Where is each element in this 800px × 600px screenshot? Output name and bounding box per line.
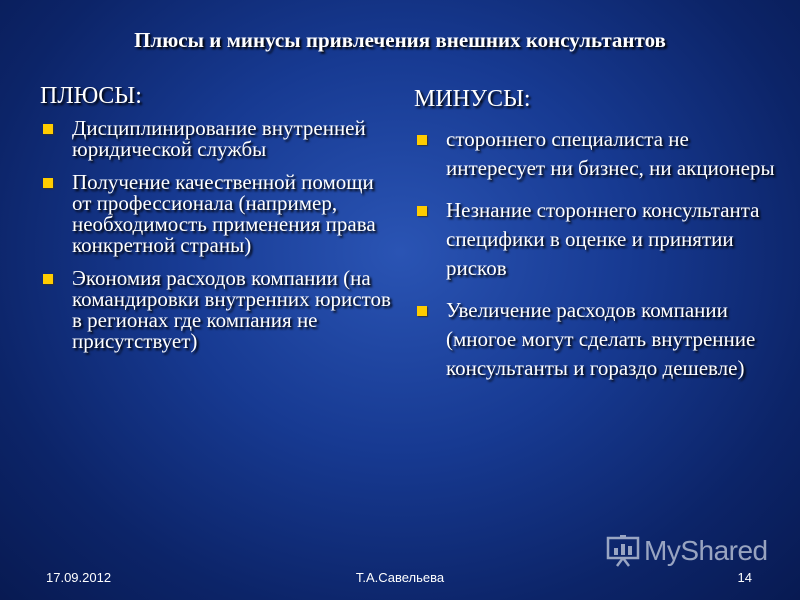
square-bullet-icon xyxy=(417,206,427,216)
pros-list xyxy=(40,118,395,352)
list-item-text: стороннего специалиста не интересует ни бизнес, ни акционеры xyxy=(446,127,775,180)
list-item xyxy=(40,118,395,160)
watermark-logo xyxy=(606,534,768,568)
cons-list xyxy=(414,125,779,383)
square-bullet-icon xyxy=(43,178,53,188)
pros-column xyxy=(40,82,395,364)
list-item xyxy=(414,296,779,383)
square-bullet-icon xyxy=(43,274,53,284)
presentation-chart-icon xyxy=(606,534,640,568)
list-item-text: Экономия расходов компании (на командировки внутренних юристов в регионах где компания не присутствует) xyxy=(72,266,391,353)
square-bullet-icon xyxy=(417,135,427,145)
cons-heading: МИНУСЫ: xyxy=(414,86,531,112)
slide-title: Плюсы и минусы привлечения внешних консультантов xyxy=(134,28,666,52)
list-item-text: Незнание стороннего консультанта специфики в оценке и принятии рисков xyxy=(446,198,760,280)
footer-author: Т.А.Савельева xyxy=(355,570,445,585)
list-item-text: Увеличение расходов компании (многое могут сделать внутренние консультанты и гораздо дешевле) xyxy=(446,298,756,380)
watermark-text: MyShared xyxy=(644,535,768,566)
list-item xyxy=(40,172,395,256)
footer-date: 17.09.2012 xyxy=(46,570,112,585)
list-item xyxy=(414,196,779,283)
list-item xyxy=(414,125,779,183)
pros-heading: ПЛЮСЫ: xyxy=(40,83,142,109)
list-item-text: Получение качественной помощи от профессионала (например, необходимость применения права конкретной страны) xyxy=(72,170,376,257)
footer-page-number: 14 xyxy=(737,570,752,585)
square-bullet-icon xyxy=(417,306,427,316)
square-bullet-icon xyxy=(43,124,53,134)
cons-column xyxy=(414,85,779,396)
list-item-text: Дисциплинирование внутренней юридической службы xyxy=(72,116,366,161)
list-item xyxy=(40,268,395,352)
